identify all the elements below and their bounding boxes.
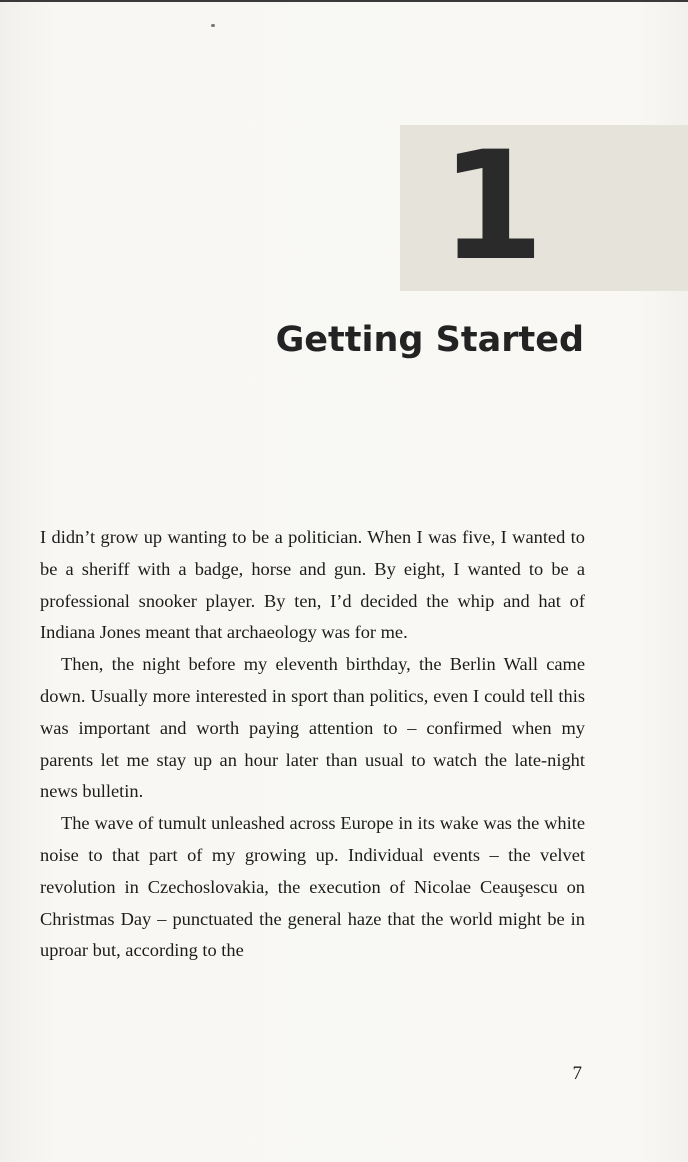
chapter-title: Getting Started (275, 320, 584, 360)
chapter-number: 1 (440, 120, 545, 294)
paragraph-2: Then, the night before my eleventh birthday, the Berlin Wall came down. Usually more interested in sport than politics, even I could tell this was important and worth paying attention to – confirmed when my parents let me stay up an hour later than usual to watch the late-night news bulletin. (40, 654, 585, 802)
paragraph-3: The wave of tumult unleashed across Europe in its wake was the white noise to that part of my growing up. Individual events – the velvet revolution in Czechoslovakia, the execution of Nicolae Ceauşescu on Christmas Day – punctuated the general haze that the world might be in uproar but, according to the (40, 813, 585, 961)
print-speck (211, 24, 215, 27)
paragraph-1: I didn’t grow up wanting to be a politician. When I was five, I wanted to be a sheriff with a badge, horse and gun. By eight, I wanted to be a professional snooker player. By ten, I’d decided the whip and hat of Indiana Jones meant that archaeology was for me. (40, 527, 585, 643)
page-number: 7 (572, 1063, 582, 1084)
top-edge-rule (0, 0, 688, 2)
body-text (40, 522, 585, 967)
